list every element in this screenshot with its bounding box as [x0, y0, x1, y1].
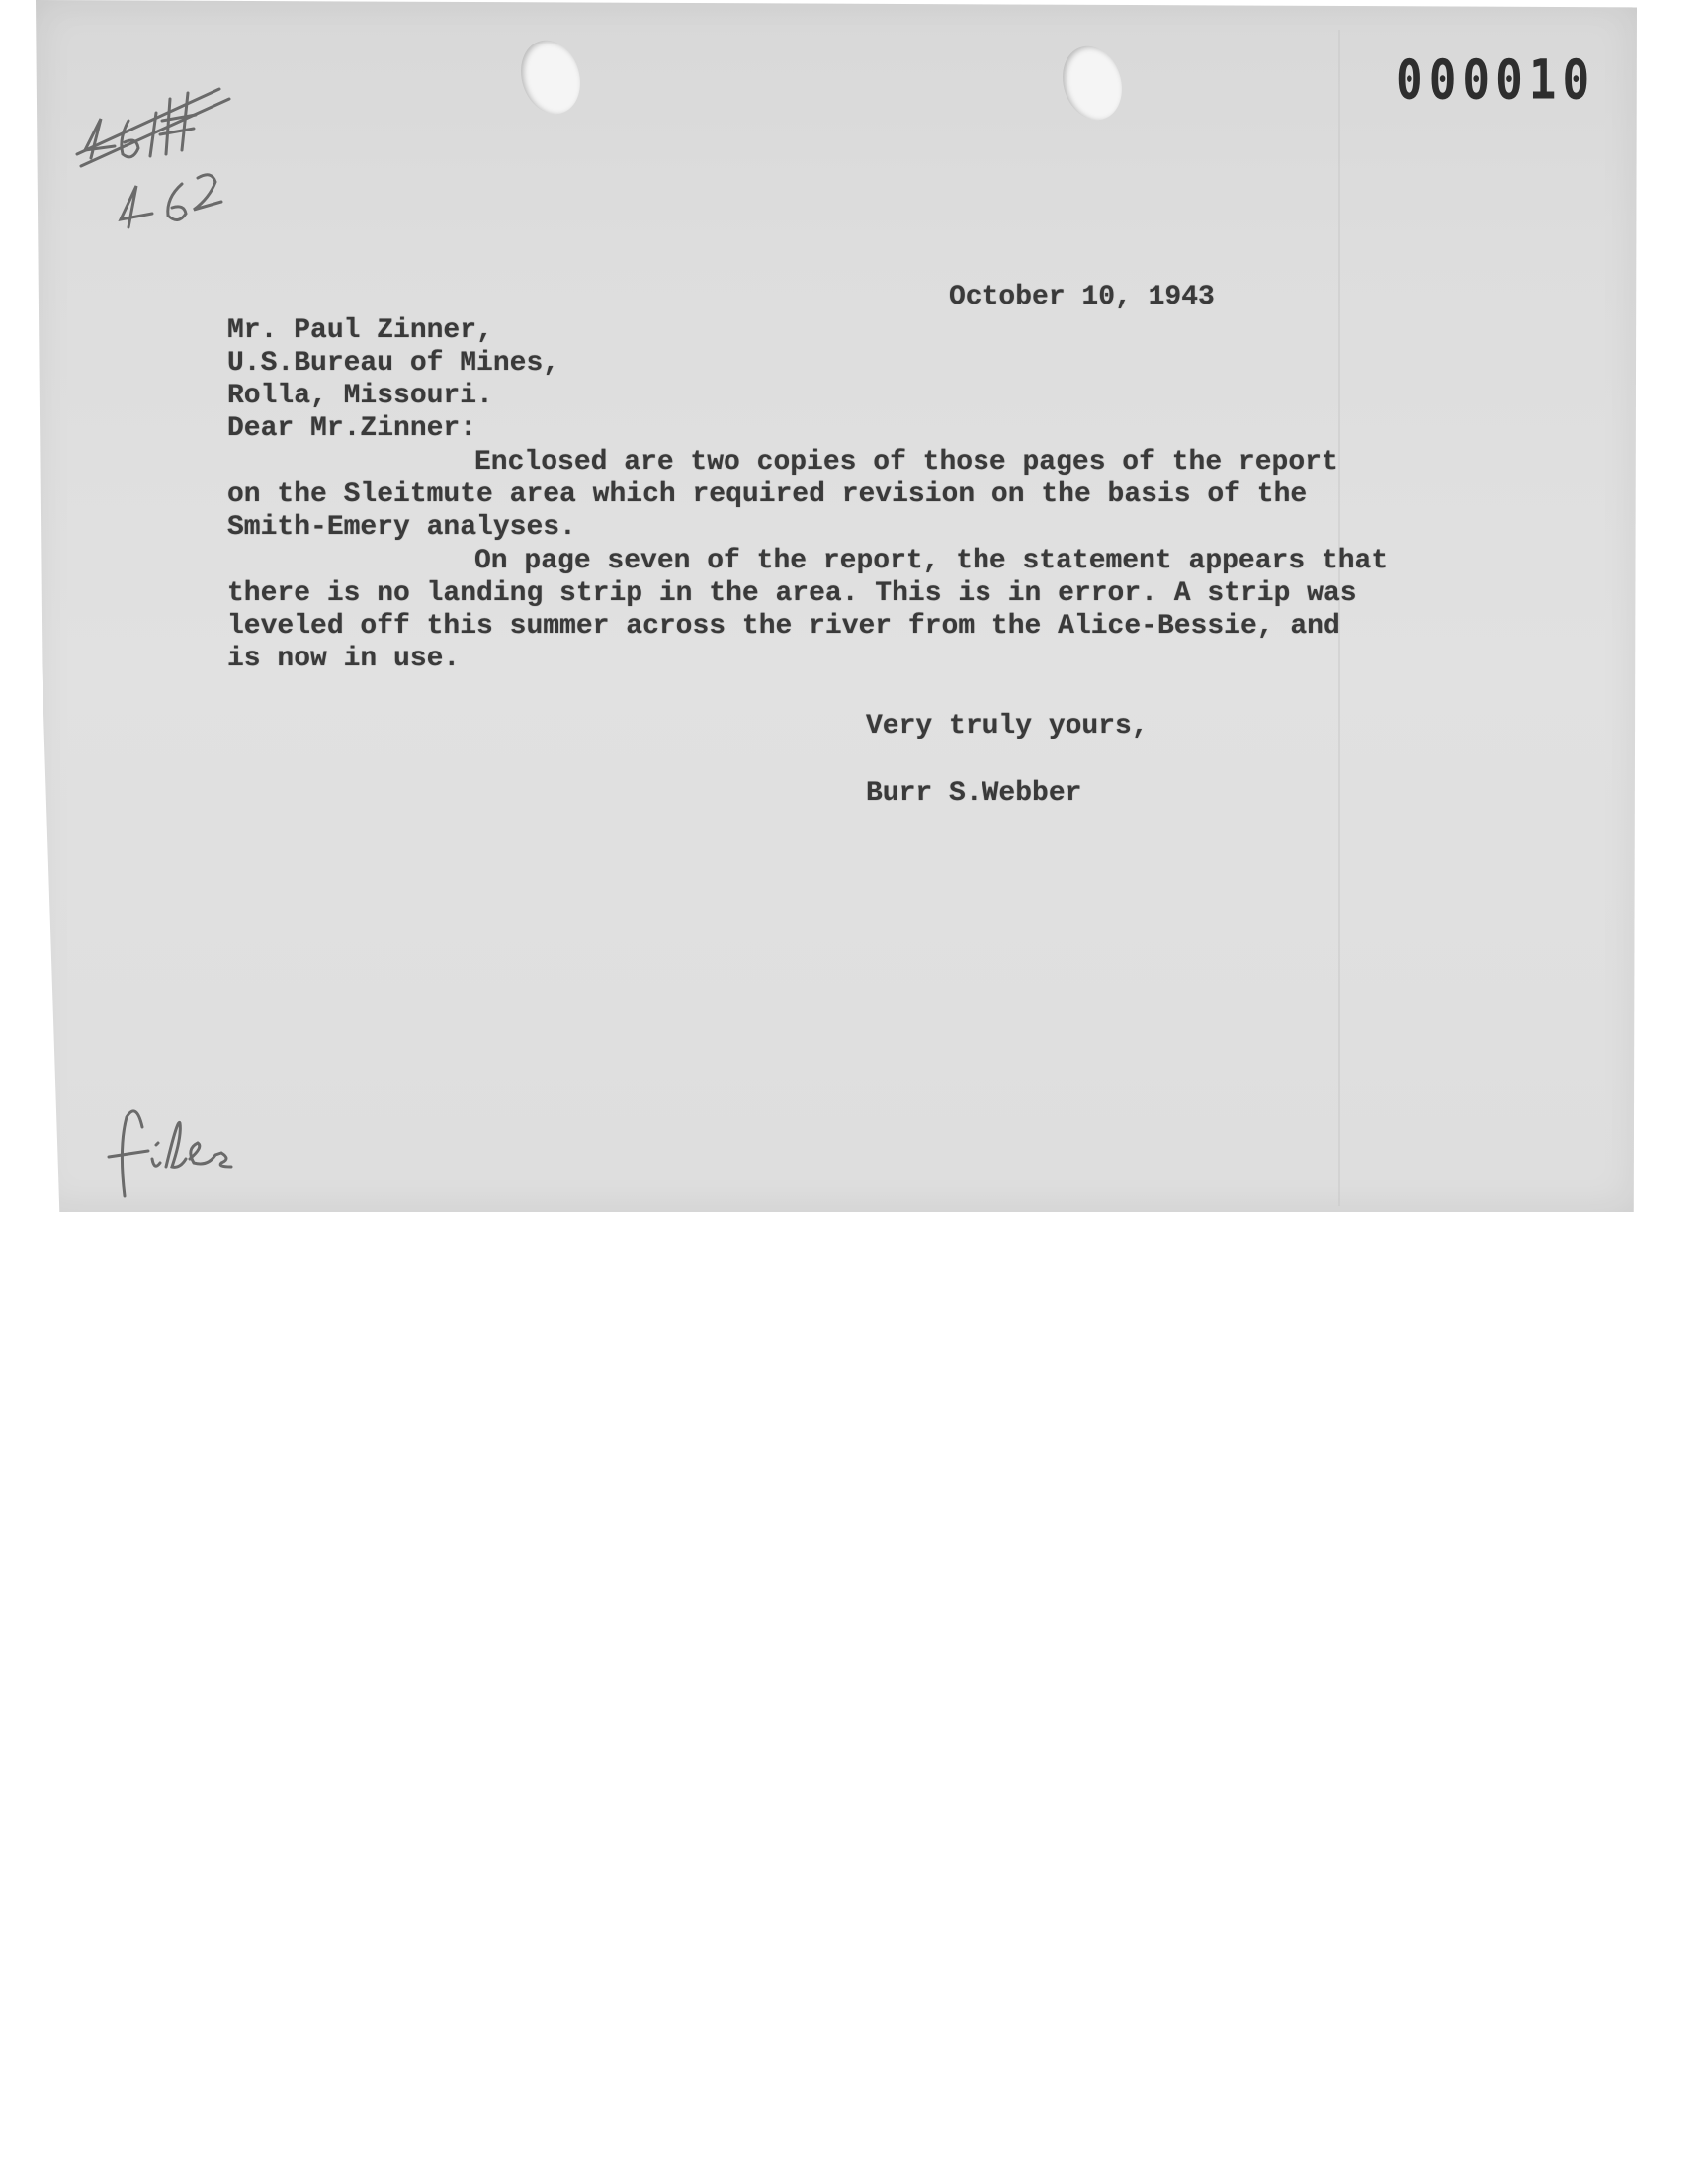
signature-name: Burr S.Webber — [866, 778, 1082, 809]
recipient-name: Mr. Paul Zinner, — [227, 315, 493, 346]
document-stamp-number: 000010 — [1396, 47, 1596, 112]
letter-date: October 10, 1943 — [949, 282, 1215, 312]
body-paragraph-2-line: is now in use. — [227, 644, 461, 674]
salutation: Dear Mr.Zinner: — [227, 413, 477, 444]
body-paragraph-1-line: Enclosed are two copies of those pages of the report — [474, 447, 1338, 478]
handwritten-page-number — [71, 59, 249, 247]
recipient-organization: U.S.Bureau of Mines, — [227, 348, 560, 379]
body-paragraph-1-line: Smith-Emery analyses. — [227, 512, 576, 543]
body-paragraph-2-line: there is no landing strip in the area. This is in error. A strip was — [227, 578, 1357, 609]
body-paragraph-1-line: on the Sleitmute area which required revision on the basis of the — [227, 479, 1308, 510]
handwritten-file-note — [103, 1097, 271, 1206]
complimentary-closing: Very truly yours, — [866, 711, 1149, 741]
body-paragraph-2-line: leveled off this summer across the river from the Alice-Bessie, and — [227, 611, 1340, 642]
recipient-location: Rolla, Missouri. — [227, 381, 493, 411]
body-paragraph-2-line: On page seven of the report, the statement appears that — [474, 546, 1389, 576]
